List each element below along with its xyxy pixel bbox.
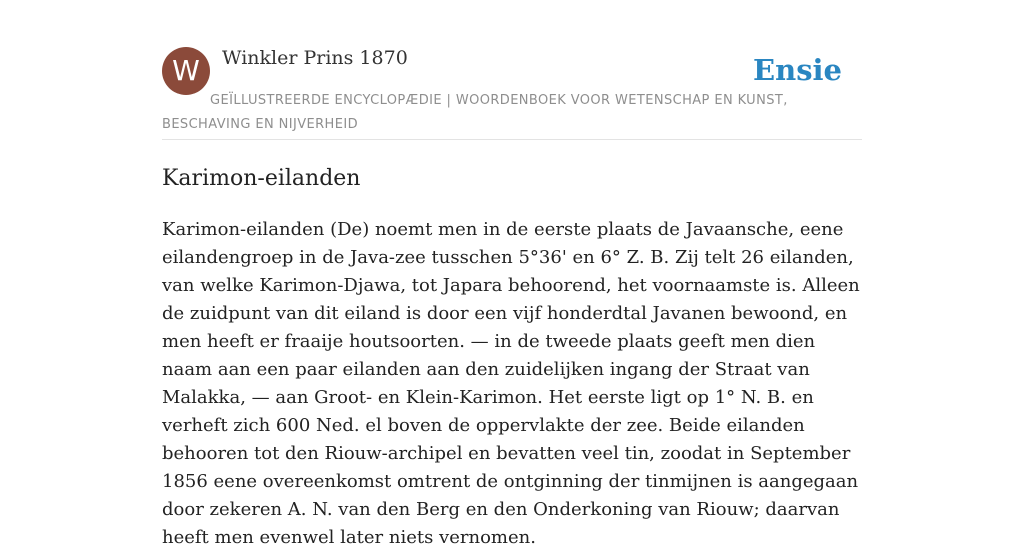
article-body: Karimon-eilanden (De) noemt men in de eerste plaats de Javaansche, eene eilandengroep in de Java-zee tusschen 5°36' en 6° Z. B. Zij telt 26 eilanden, van welke Karimon-Djawa, tot Japara behoorend, het voornaamste is. Alleen de zuidpunt van dit eiland is door een vijf honderdtal Javanen bewoond, en men heeft er fraaije houtsoorten. — in de tweede plaats geeft men dien naam aan een paar eilanden aan den zuidelijken ingang der Straat van Malakka, — aan Groot- en Klein-Karimon. Het eerste ligt op 1° N. B. en verheft zich 600 Ned. el boven de oppervlakte der zee. Beide eilanden behooren tot den Riouw-archipel en bevatten veel tin, zoodat in September 1856 eene overeenkomst omtrent de ontginning der tinmijnen is aangegaan door zekeren A. N. van den Berg en den Onderkoning van Riouw; daarvan heeft men evenwel later niets vernomen. (162, 219, 860, 548)
avatar[interactable]: W (162, 47, 210, 95)
source-subtitle: GEÏLLUSTREERDE ENCYCLOPÆDIE | WOORDENBOEK VOOR WETENSCHAP EN KUNST, BESCHAVING EN NIJVERHEID (162, 93, 788, 132)
article-title: Karimon-eilanden (162, 166, 361, 191)
brand-logo[interactable]: Ensie (753, 53, 842, 87)
source-title[interactable]: Winkler Prins 1870 (222, 47, 408, 69)
page (162, 0, 862, 548)
header-divider (162, 139, 862, 140)
